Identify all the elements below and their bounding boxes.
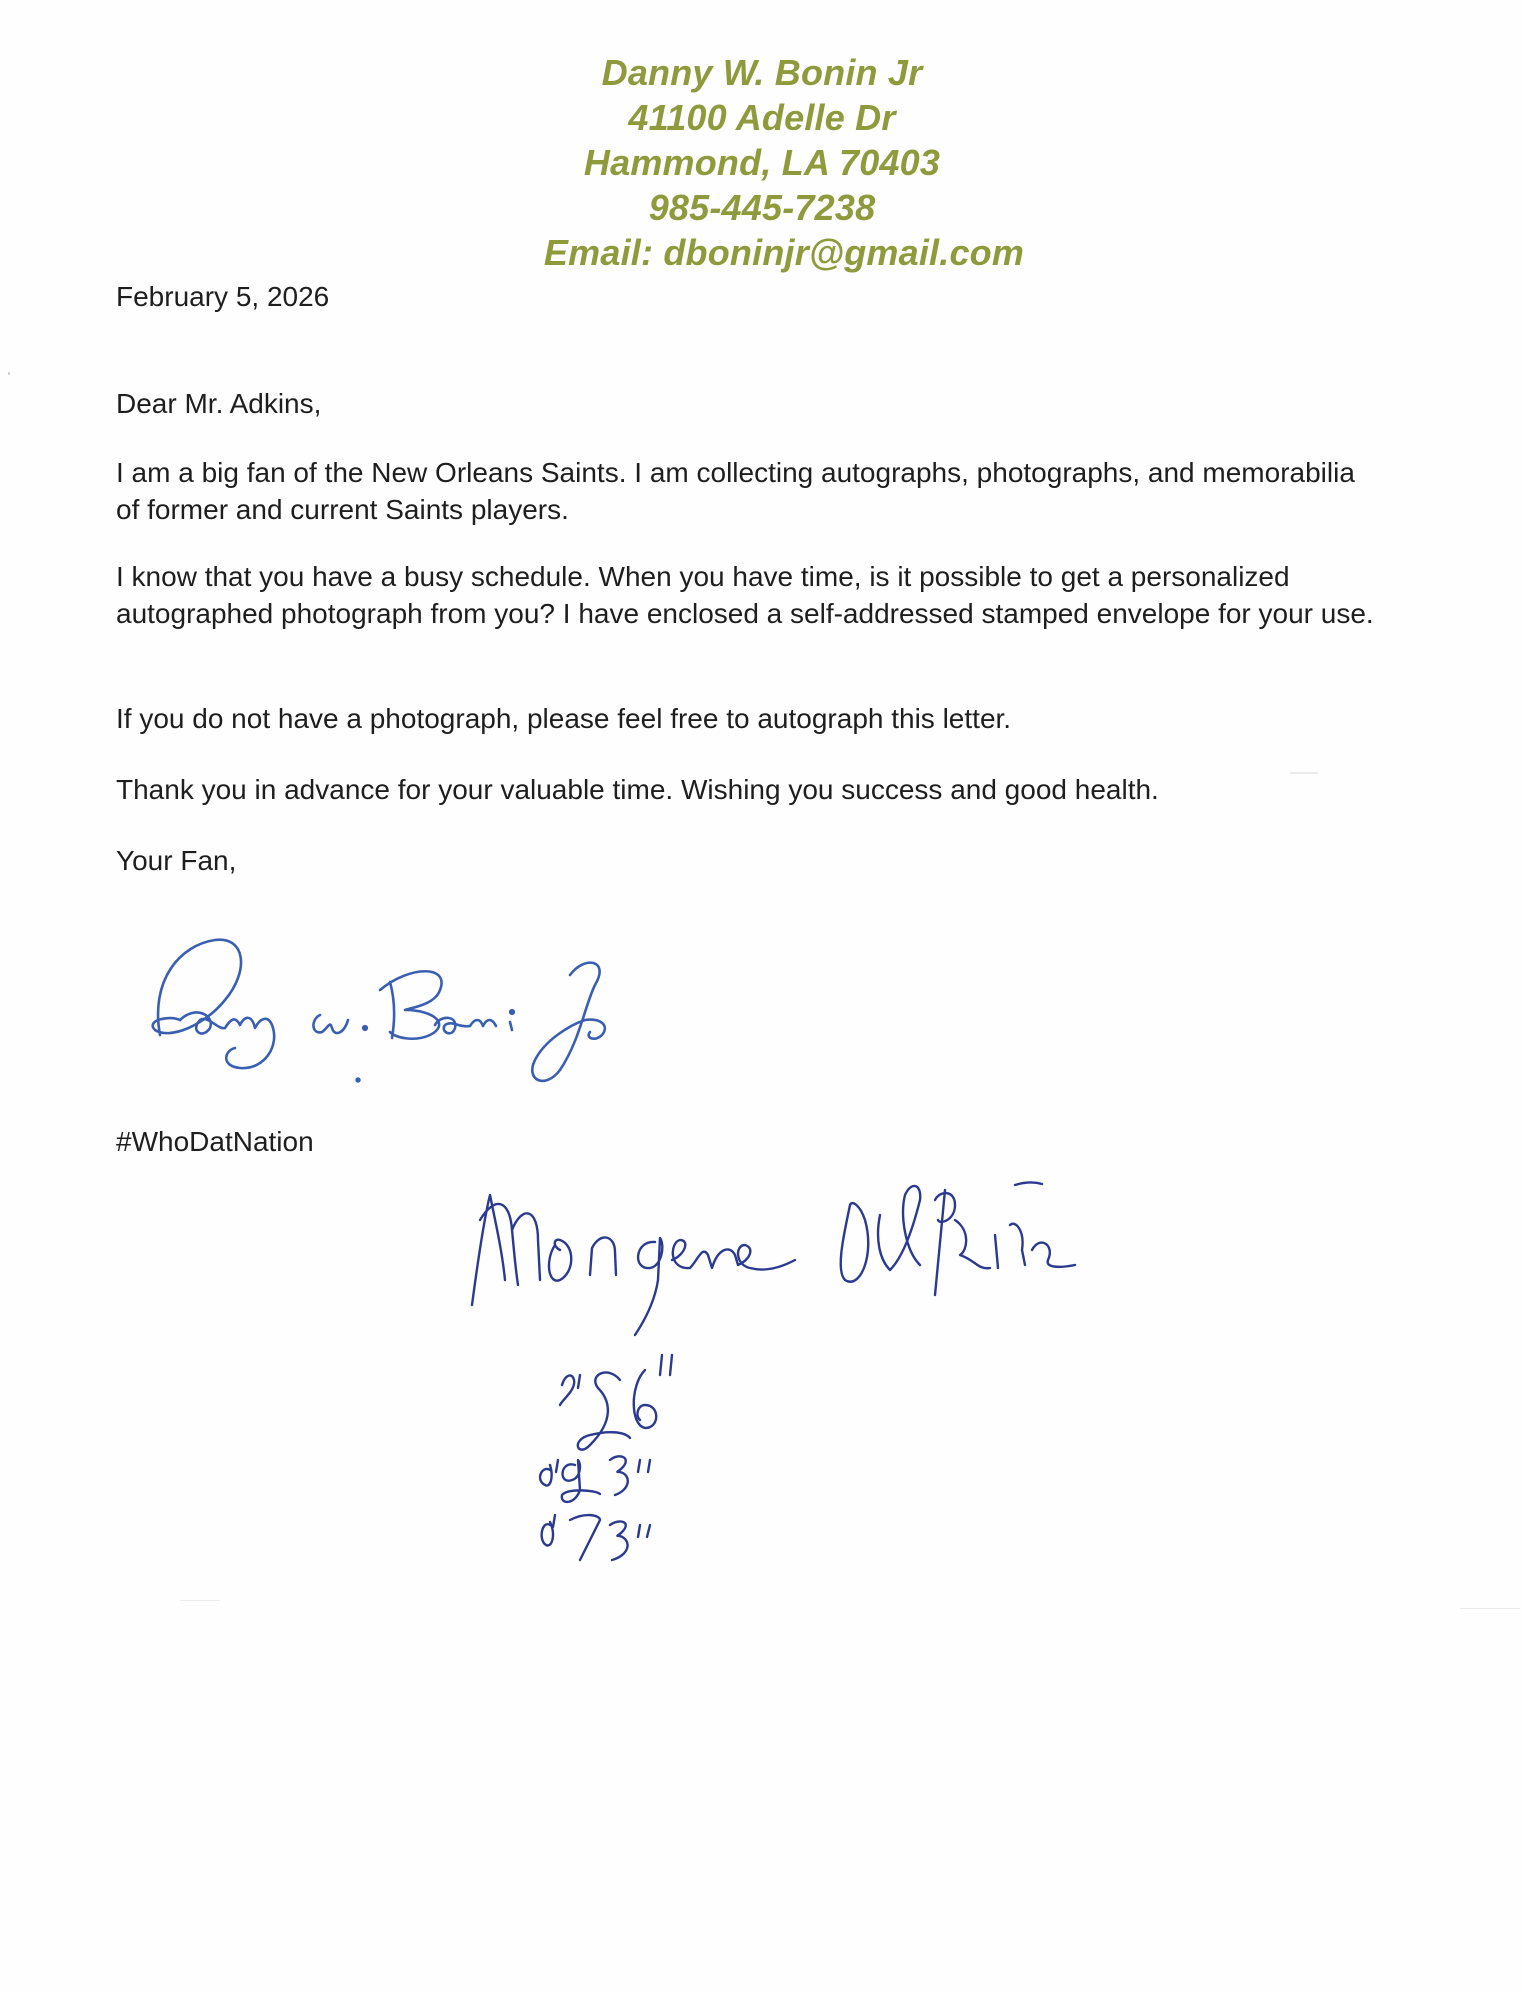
paragraph-3: If you do not have a photograph, please feel free to autograph this letter.: [116, 703, 1012, 734]
scan-speck: [8, 372, 10, 375]
sender-email: Email: dboninjr@gmail.com: [543, 232, 1025, 273]
paragraph-2: I know that you have a busy schedule. When you have time, is it possible to get a personalized autographed photograph from you? I have enclosed a self-addressed stamped envelope for your use.: [116, 561, 1374, 629]
letter-date: February 5, 2026: [116, 281, 330, 312]
sender-signature-image: [140, 920, 740, 1090]
sender-phone: 985-445-7238: [648, 187, 876, 228]
paragraph-1: I am a big fan of the New Orleans Saints. I am collecting autographs, photographs, and memorabilia of former and current Saints players.: [116, 457, 1355, 525]
hashtag: #WhoDatNation: [116, 1126, 314, 1157]
scan-speck: [180, 1600, 220, 1601]
sender-name: Danny W. Bonin Jr: [601, 52, 923, 93]
letterhead: [0, 50, 1524, 275]
handwritten-autograph-image: [450, 1160, 1370, 1570]
sender-city-state-zip: Hammond, LA 70403: [583, 142, 941, 183]
salutation: Dear Mr. Adkins,: [116, 388, 322, 419]
scan-speck: [1290, 772, 1318, 774]
sender-street: 41100 Adelle Dr: [628, 97, 896, 138]
paragraph-4: Thank you in advance for your valuable time. Wishing you success and good health.: [116, 774, 1159, 805]
scan-speck: [1460, 1608, 1520, 1609]
closing: Your Fan,: [116, 845, 237, 876]
